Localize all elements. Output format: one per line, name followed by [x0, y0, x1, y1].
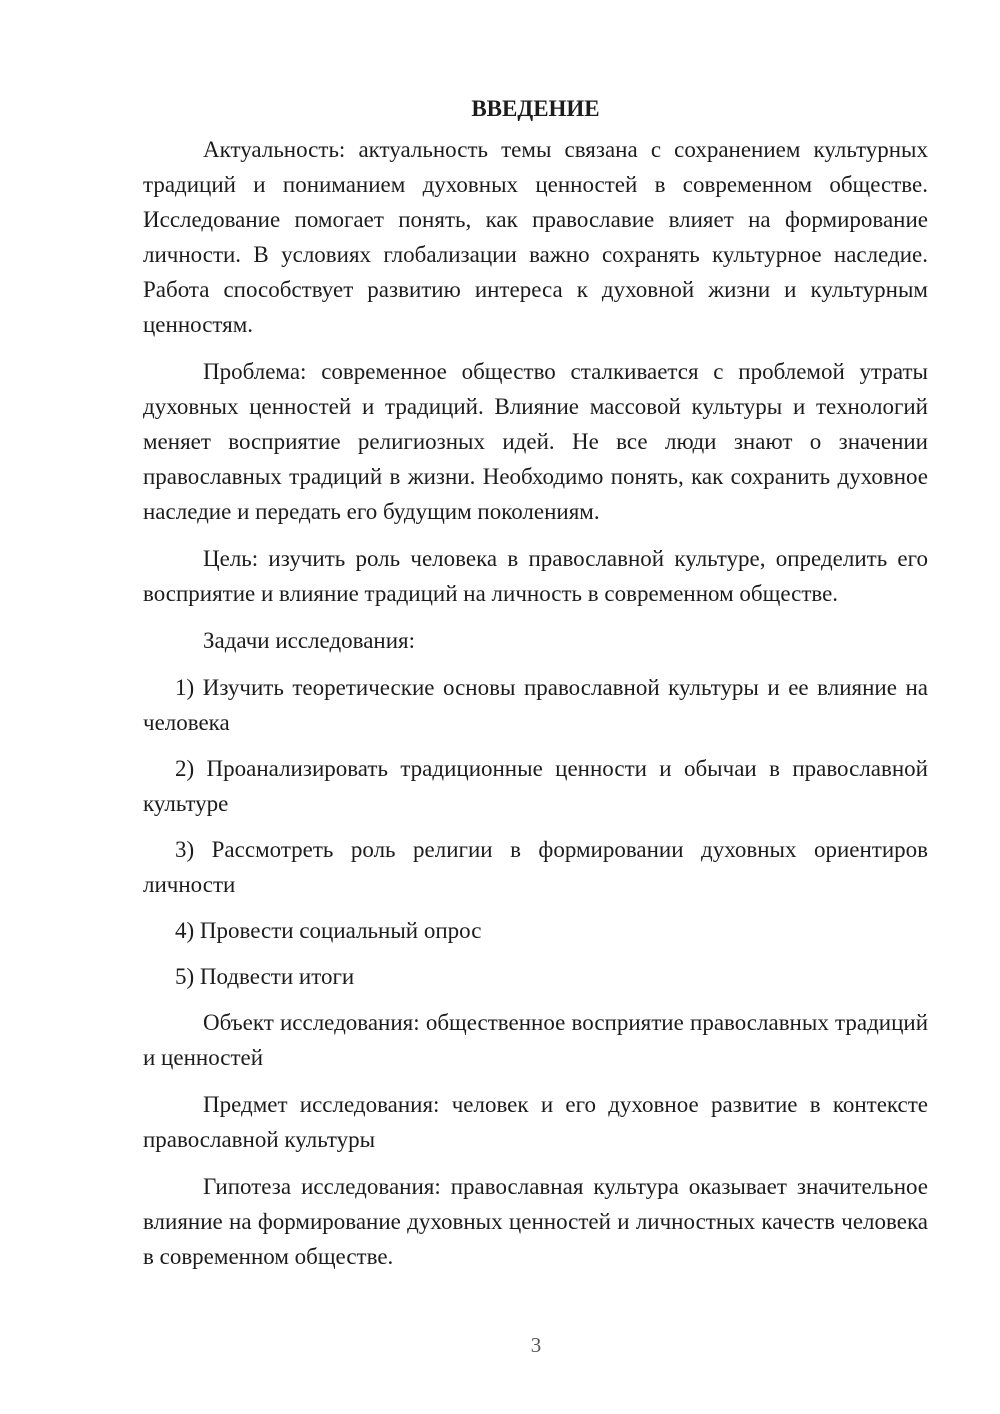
tasks-title: Задачи исследования: — [203, 628, 416, 653]
page-title: ВВЕДЕНИЕ — [471, 96, 600, 121]
problem-paragraph: Проблема: современное общество сталкивается с проблемой утраты духовных ценностей и традиций. Влияние массовой культуры и технологий меняет восприятие религиозных идей. Не все люди знают о значении православных традиций в жизни. Необходимо понять, как сохранить духовное наследие и передать его будущим поколениям. — [143, 359, 928, 524]
subject-paragraph: Предмет исследования: человек и его духовное развитие в контексте православной культуры — [143, 1092, 928, 1152]
task-item-5: 5) Подвести итоги — [175, 964, 355, 989]
goal-paragraph: Цель: изучить роль человека в православной культуре, определить его восприятие и влияние традиций на личность в современном обществе. — [143, 546, 928, 606]
task-item-3: 3) Рассмотреть роль религии в формировании духовных ориентиров личности — [143, 837, 928, 897]
task-item-1: 1) Изучить теоретические основы православной культуры и ее влияние на человека — [143, 675, 928, 735]
page-number: 3 — [530, 1333, 542, 1357]
task-item-2: 2) Проанализировать традиционные ценности и обычаи в православной культуре — [143, 756, 928, 816]
document-page — [143, 92, 928, 1286]
relevance-paragraph: Актуальность: актуальность темы связана с сохранением культурных традиций и пониманием духовных ценностей в современном обществе. Исследование помогает понять, как православие влияет на формирование личности. В условиях глобализации важно сохранять культурное наследие. Работа способствует развитию интереса к духовной жизни и культурным ценностям. — [143, 137, 928, 337]
hypothesis-paragraph: Гипотеза исследования: православная культура оказывает значительное влияние на формирование духовных ценностей и личностных качеств человека в современном обществе. — [143, 1174, 928, 1269]
task-item-4: 4) Провести социальный опрос — [175, 918, 482, 943]
object-paragraph: Объект исследования: общественное восприятие православных традиций и ценностей — [143, 1010, 928, 1070]
